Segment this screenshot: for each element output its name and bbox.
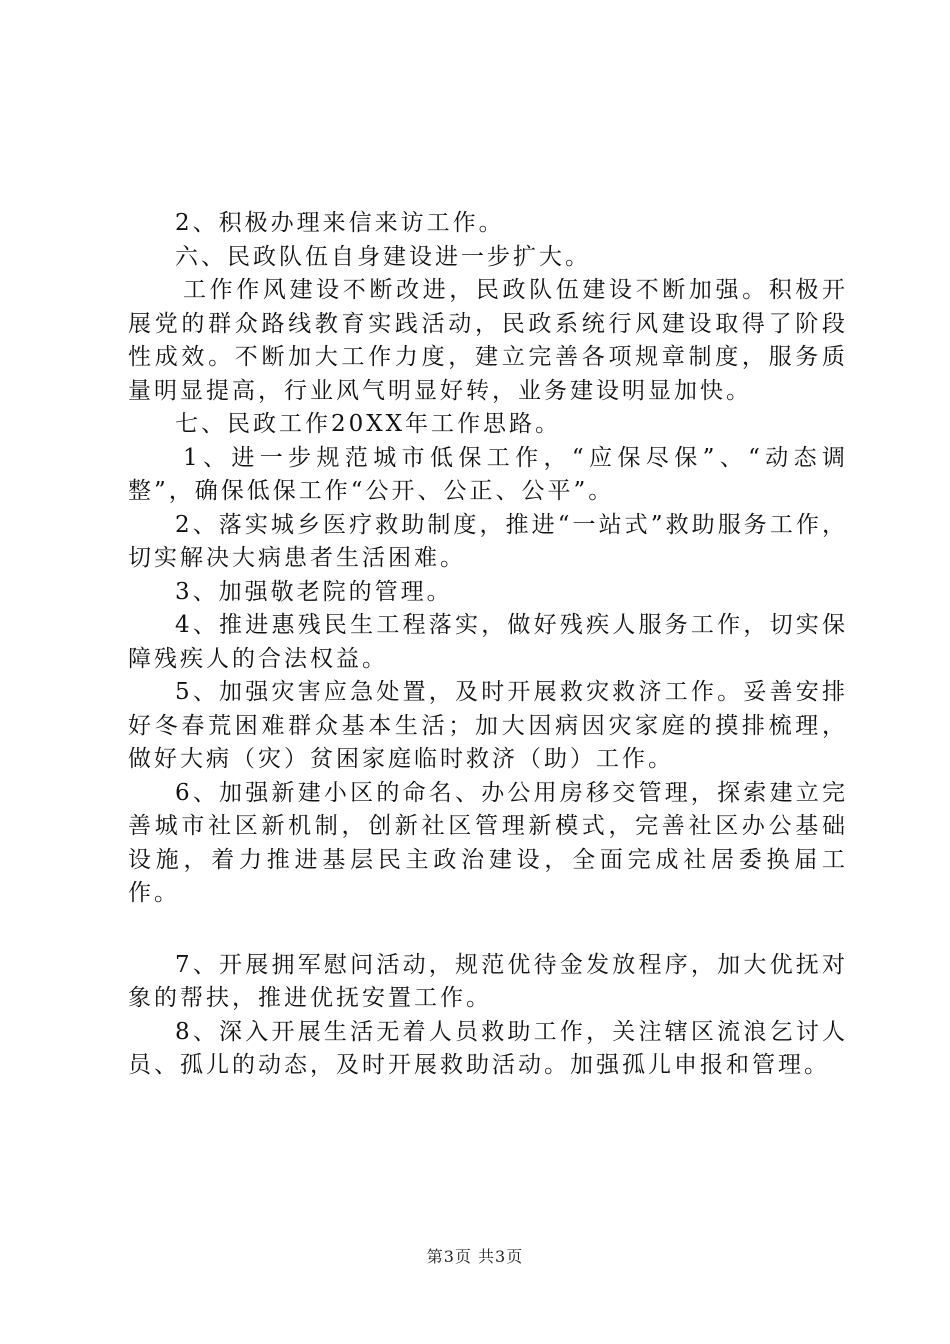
section-heading-6: 六、民政队伍自身建设进一步扩大。 — [175, 243, 591, 270]
paragraph-item-8: 8、深入开展生活无着人员救助工作，关注辖区流浪乞讨人员、孤儿的动态，及时开展救助活动。加强孤儿申报和管理。 — [128, 1018, 848, 1078]
document-body — [128, 207, 848, 1083]
section-heading-7: 七、民政工作20XX年工作思路。 — [175, 411, 562, 437]
paragraph-item-4: 4、推进惠残民生工程落实，做好残疾人服务工作，切实保障残疾人的合法权益。 — [128, 612, 848, 672]
paragraph-item-3: 3、加强敬老院的管理。 — [175, 578, 453, 605]
paragraph-item-2-letters: 2、积极办理来信来访工作。 — [175, 210, 505, 236]
paragraph-item-5: 5、加强灾害应急处置，及时开展救灾救济工作。妥善安排好冬春荒困难群众基本生活；加大因病因灾家庭的摸排梳理，做好大病（灾）贫困家庭临时救济（助）工作。 — [128, 679, 848, 772]
paragraph-item-7: 7、开展拥军慰问活动，规范优待金发放程序，加大优抚对象的帮扶，推进优抚安置工作。 — [128, 951, 848, 1011]
paragraph-item-2: 2、落实城乡医疗救助制度，推进“一站式”救助服务工作，切实解决大病患者生活困难。 — [128, 511, 848, 571]
paragraph-item-1: 1、进一步规范城市低保工作，“应保尽保”、“动态调整”，确保低保工作“公开、公正、公平”。 — [128, 444, 848, 504]
paragraph-work-style: 工作作风建设不断改进，民政队伍建设不断加强。积极开展党的群众路线教育实践活动，民政系统行风建设取得了阶段性成效。不断加大工作力度，建立完善各项规章制度，服务质量明显提高，行业风气明显好转，业务建设明显加快。 — [128, 277, 848, 404]
page-footer: 第3页 共3页 — [426, 1247, 524, 1266]
paragraph-item-6: 6、加强新建小区的命名、办公用房移交管理，探索建立完善城市社区新机制，创新社区管理新模式，完善社区办公基础设施，着力推进基层民主政治建设，全面完成社居委换届工作。 — [128, 779, 848, 906]
paragraph-gap — [128, 911, 848, 949]
